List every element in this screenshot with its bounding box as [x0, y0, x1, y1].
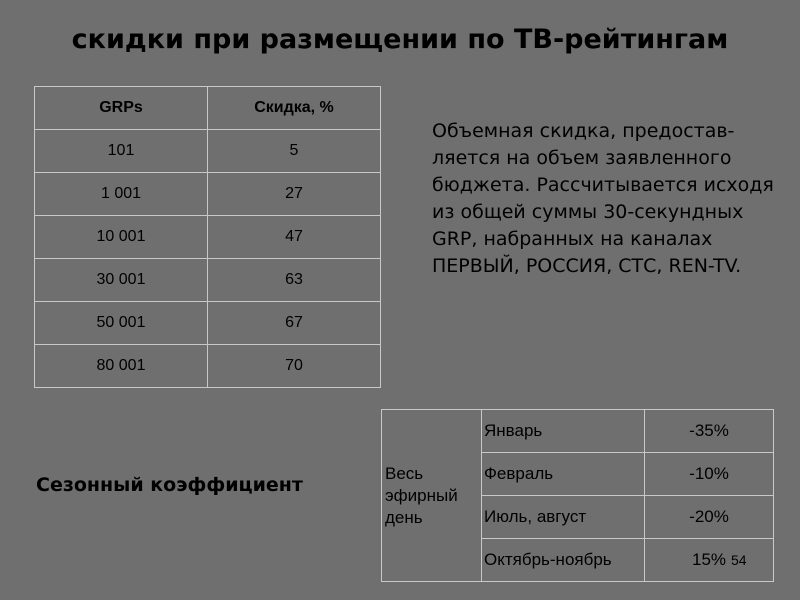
airtime-group-cell: [382, 410, 482, 582]
table-row: [35, 259, 381, 302]
table-row: [35, 345, 381, 388]
page-number: 54: [731, 552, 747, 568]
month-cell: Октябрь-ноябрь: [482, 539, 645, 582]
volume-discount-description: [432, 118, 792, 280]
description-line: из общей суммы 30-секундных: [432, 201, 744, 223]
coefficient-cell: -20%: [645, 496, 774, 539]
seasonal-coefficient-table: [381, 409, 774, 582]
group-label-line: Весь: [385, 463, 424, 483]
discount-cell: 63: [208, 259, 381, 302]
month-cell: Январь: [482, 410, 645, 453]
description-line: Объемная скидка, предостав-: [432, 120, 735, 142]
grps-cell: 80 001: [35, 345, 208, 388]
grps-cell: 101: [35, 130, 208, 173]
coefficient-cell: -10%: [645, 453, 774, 496]
column-header-grps: GRPs: [35, 87, 208, 130]
table-row: [35, 216, 381, 259]
month-cell: Февраль: [482, 453, 645, 496]
table-row: [35, 302, 381, 345]
discount-cell: 27: [208, 173, 381, 216]
description-line: ПЕРВЫЙ, РОССИЯ, СТС, REN-TV.: [432, 255, 742, 277]
discount-cell: 47: [208, 216, 381, 259]
grps-cell: 30 001: [35, 259, 208, 302]
month-cell: Июль, август: [482, 496, 645, 539]
coefficient-cell: -35%: [645, 410, 774, 453]
grps-cell: 10 001: [35, 216, 208, 259]
table-header-row: [35, 87, 381, 130]
seasonal-coefficient-label: Сезонный коэффициент: [36, 474, 303, 496]
coefficient-cell: 15%: [645, 539, 774, 582]
table-row: [382, 410, 774, 453]
grps-cell: 50 001: [35, 302, 208, 345]
grps-cell: 1 001: [35, 173, 208, 216]
description-line: GRP, набранных на каналах: [432, 228, 713, 250]
description-line: ляется на объем заявленного: [432, 147, 732, 169]
discount-cell: 5: [208, 130, 381, 173]
group-label-line: эфирный: [385, 485, 458, 505]
description-line: бюджета. Рассчитывается исходя: [432, 174, 774, 196]
grp-discount-table: [34, 86, 381, 388]
column-header-discount: Скидка, %: [208, 87, 381, 130]
table-row: [35, 173, 381, 216]
table-row: [35, 130, 381, 173]
discount-cell: 67: [208, 302, 381, 345]
group-label-line: день: [385, 507, 423, 527]
discount-cell: 70: [208, 345, 381, 388]
slide-title: скидки при размещении по ТВ-рейтингам: [71, 24, 729, 55]
